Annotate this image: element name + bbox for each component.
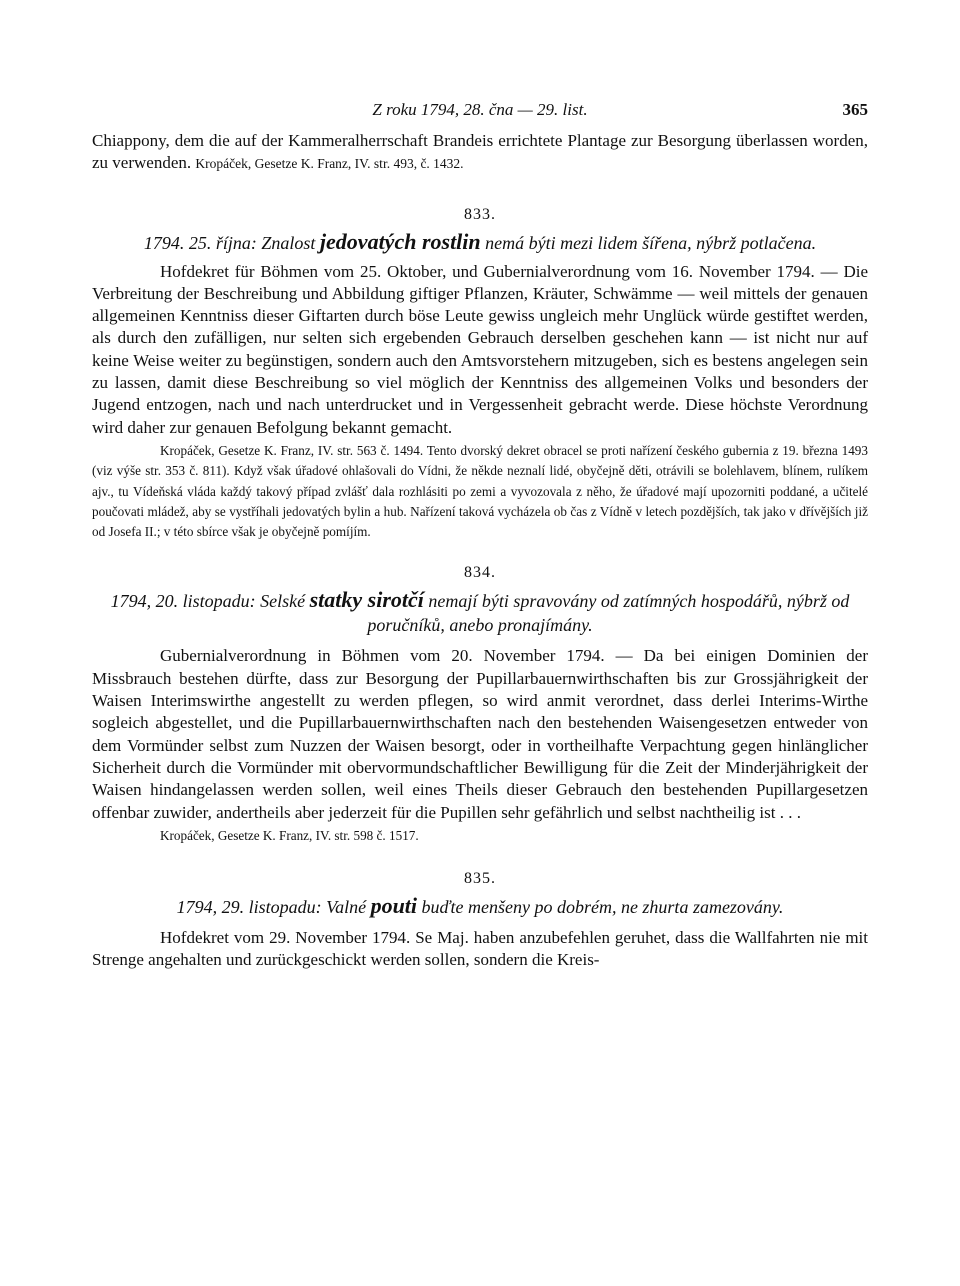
section-note: Kropáček, Gesetze K. Franz, IV. str. 563 č. 1494. Tento dvorský dekret obracel se proti nařízení českého gubernia z 19. března 1493 (viz výše str. 353 č. 811). Když však úřadové ohlašovali do Vídni, že někde neznalí lidé, obyčejně děti, otrávili se bolehlavem, blínem, rulíkem ajv., tu Vídeňská vláda každý takový případ zvlášť dala rozhlásiti po zemi a vyvozovala z něho, že úřadové mají upozorniti poddané, a učitelé poučovati mládež, aby se vystříhali jedovatých bylin a hub. Nařízení taková vycházela ob čas z Vídně v letech pozdějších, tak jako v dřívějších již od Josefa II.; v této sbírce však je obyčejně pomíjím. bbox=[92, 442, 868, 540]
page-number: 365 bbox=[842, 100, 868, 119]
section-834 bbox=[92, 562, 868, 846]
section-835 bbox=[92, 868, 868, 972]
title-rest: buďte menšeny po dobrém, ne zhurta zamezovány. bbox=[417, 897, 784, 918]
continuation-citation: Kropáček, Gesetze K. Franz, IV. str. 493, č. 1432. bbox=[195, 156, 464, 172]
section-title bbox=[92, 894, 868, 919]
section-note: Kropáček, Gesetze K. Franz, IV. str. 598 č. 1517. bbox=[160, 827, 419, 843]
title-keyword: pouti bbox=[370, 893, 418, 919]
section-number: 834. bbox=[464, 564, 496, 582]
continuation-paragraph bbox=[92, 130, 868, 176]
section-body: Gubernialverordnung in Böhmen vom 20. November 1794. — Da bei einigen Dominien der Missbrauch bestehen dürfte, dass zur Besorgung der Pupillarbauernwirthschaften bis zur Grossjährigkeit der Waisen Interimswirthe angestellt zu werden pflegen, so wird anmit verordnet, dass derlei Interims-Wirthe sogleich abgestellet, und die Pupillarbauernwirthschaften nach den bestehenden Waisengesetzen entweder von dem Vormünder selbst zum Nuzzen der Waisen besorgt, oder in vortheilhafte Verpachtung gegen hinlänglicher Sicherheit durch die Vormünder mit obervormundschaftlicher Bewilligung für die Zeit der Minderjährigkeit der Waisen hindangelassen werden sollen, weil eines Theils dieser Gebrauch den bestehenden Pupillargesetzen offenbar zuwider, andertheils aber jederzeit für die Pupillen sehr gefährlich und selbst nachtheilig ist . . . bbox=[92, 646, 868, 822]
section-number: 833. bbox=[464, 205, 496, 223]
running-title: Z roku 1794, 28. čna — 29. list. bbox=[372, 100, 588, 119]
title-keyword: jedovatých rostlin bbox=[319, 228, 481, 254]
page-header bbox=[92, 100, 868, 130]
section-title bbox=[92, 230, 868, 255]
document-page bbox=[92, 100, 868, 972]
section-body: Hofdekret für Böhmen vom 25. Oktober, und Gubernialverordnung vom 16. November 1794. — Die Verbreitung der Beschreibung und Abbildung giftiger Pflanzen, Kräuter, Schwämme — weil mittels der genauen allgemeinen Kenntniss dieser Giftarten durch böse Leute gewiss ungleich mehr Unglück würde gestiftet werden, als durch den zufälligen, nur selten sich ergebenden Gebrauch derselben geschehen kann — ist nicht nur auf keine Weise weiter zu begünstigen, sondern auch den Amtsvorstehern mitzugeben, sich es bestens angelegen sein zu lassen, damit diese Beschreibung so viel möglich der Kenntniss des allgemeinen Volks und besonders der Jugend entzogen, nach und nach unterdrucket und in Vergessenheit gebracht werde. Diese höchste Verordnung wird daher zur genauen Befolgung bekannt gemacht. bbox=[92, 261, 868, 437]
section-title bbox=[92, 588, 868, 637]
title-date: 1794. 25. října: Znalost bbox=[143, 232, 320, 253]
section-number: 835. bbox=[464, 870, 496, 888]
section-body: Hofdekret vom 29. November 1794. Se Maj. haben anzubefehlen geruhet, dass die Wallfahrten nie mit Strenge angehalten und zurückgeschickt werden sollen, sondern die Kreis- bbox=[92, 928, 868, 970]
section-833 bbox=[92, 204, 868, 543]
continuation-text: Chiappony, dem die auf der Kammeralherrschaft Brandeis errichtete Plantage zur Besorgung überlassen worden, zu verwenden. bbox=[92, 131, 868, 173]
title-date: 1794, 29. listopadu: Valné bbox=[176, 897, 371, 918]
title-rest: nemají býti spravovány od zatímných hospodářů, nýbrž od poručníků, anebo pronajímány. bbox=[367, 591, 850, 636]
title-keyword: statky sirotčí bbox=[309, 587, 424, 613]
title-rest: nemá býti mezi lidem šířena, nýbrž potlačena. bbox=[480, 232, 817, 253]
title-date: 1794, 20. listopadu: Selské bbox=[110, 591, 310, 612]
